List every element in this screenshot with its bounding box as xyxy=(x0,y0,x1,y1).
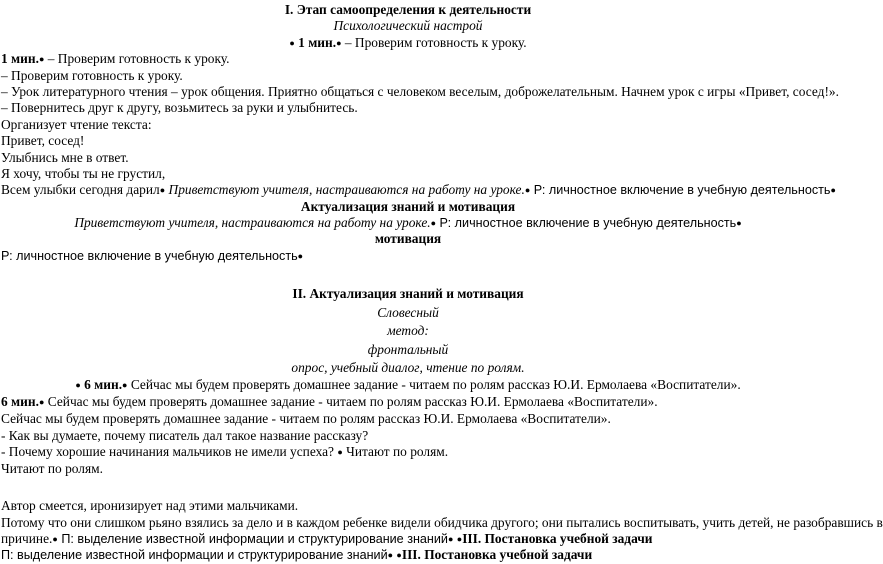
line-organizes-reading: Организует чтение текста: xyxy=(1,117,152,132)
line-time-6min: 6 мин.● Сейчас мы будем проверять домашнее задание - читаем по ролям рассказ Ю.И. Ермолаева «Воспитатели». xyxy=(1,394,658,409)
bullet-dot-icon: ● xyxy=(396,550,402,560)
bullet-dot-icon: ● xyxy=(387,550,394,560)
bullet-dot-icon: ● xyxy=(447,534,454,544)
bullet-dot-icon: ● xyxy=(336,38,342,48)
line-homework-check: Сейчас мы будем проверять домашнее задание - читаем по ролям рассказ Ю.И. Ермолаева «Воспитатели». xyxy=(1,411,611,426)
bullet-dot-icon: ● xyxy=(830,185,836,195)
answer-line-1: Автор смеется, иронизирует над этими мальчиками. xyxy=(1,498,299,513)
question-line-2: - Почему хорошие начинания мальчиков не имели успеха? ● Читают по ролям. xyxy=(1,444,449,459)
line-info-structuring: П: выделение известной информации и структурирование знаний● ●III. Постановка учебной задачи xyxy=(1,547,593,562)
bullet-dot-icon: ● xyxy=(289,38,295,48)
bullet-dot-icon: ● xyxy=(159,185,166,195)
line-turn-to-each-other: – Повернитесь друг к другу, возьмитесь за руки и улыбнитесь. xyxy=(1,100,358,115)
bullet-dot-icon: ● xyxy=(75,380,81,390)
line-check-readiness: – Проверим готовность к уроку. xyxy=(1,68,183,83)
bullet-dot-icon: ● xyxy=(297,251,304,261)
line-lesson-intro: – Урок литературного чтения – урок общения. Приятно общаться с человеком веселым, доброжелательным. Начнем урок с игры «Привет, сосед!». xyxy=(1,84,839,99)
section-heading-self-determination: I. Этап самоопределения к деятельности xyxy=(284,2,532,17)
line-read-by-roles: Читают по ролям. xyxy=(1,461,103,476)
method-line-frontal: фронтальный xyxy=(367,342,449,357)
poem-line-4-with-notes: Всем улыбки сегодня дарил● Приветствуют учителя, настраиваются на работу на уроке.● Р: личностное включение в учебную деятельность● xyxy=(1,182,836,197)
method-line-method: метод: xyxy=(387,323,429,338)
answer-line-3: причине.● П: выделение известной информации и структурирование знаний● ●III. Постановка учебной задачи xyxy=(1,531,653,546)
poem-line-3: Я хочу, чтобы ты не грустил, xyxy=(1,166,166,181)
heading-actualization: Актуализация знаний и мотивация xyxy=(300,199,516,214)
line-time-1min-centered: ● 1 мин.● – Проверим готовность к уроку. xyxy=(289,35,527,50)
subheading-psychological-mood: Психологический настрой xyxy=(333,18,483,33)
bullet-dot-icon: ● xyxy=(524,185,531,195)
bullet-dot-icon: ● xyxy=(456,534,463,544)
section-heading-actualization: II. Актуализация знаний и мотивация xyxy=(292,286,524,301)
bullet-dot-icon: ● xyxy=(52,534,58,544)
line-time-1min: 1 мин.● – Проверим готовность к уроку. xyxy=(1,51,230,66)
bullet-dot-icon: ● xyxy=(122,380,128,390)
poem-line-1: Привет, сосед! xyxy=(1,133,85,148)
bullet-dot-icon: ● xyxy=(38,54,45,64)
method-line-verbal: Словесный xyxy=(377,305,439,320)
heading-motivation: мотивация xyxy=(374,231,442,246)
bullet-dot-icon: ● xyxy=(38,397,45,407)
line-personal-inclusion: Р: личностное включение в учебную деятельность● xyxy=(1,249,304,263)
method-line-survey: опрос, учебный диалог, чтение по ролям. xyxy=(291,360,525,375)
bullet-dot-icon: ● xyxy=(736,218,742,228)
bullet-dot-icon: ● xyxy=(337,447,343,457)
question-line-1: - Как вы думаете, почему писатель дал такое название рассказу? xyxy=(1,428,369,443)
line-time-6min-centered: ● 6 мин.● Сейчас мы будем проверять домашнее задание - читаем по ролям рассказ Ю.И. Ермолаева «Воспитатели». xyxy=(75,377,741,392)
poem-line-2: Улыбнись мне в ответ. xyxy=(1,150,129,165)
line-greet-teacher-centered: Приветствуют учителя, настраиваются на работу на уроке.● Р: личностное включение в учебную деятельность● xyxy=(74,215,742,230)
bullet-dot-icon: ● xyxy=(430,218,437,228)
answer-line-2: Потому что они слишком рьяно взялись за дело и в каждом ребенке видели обидчика другого; они пытались воспитывать, учить детей, не разобравшись в xyxy=(1,515,883,530)
